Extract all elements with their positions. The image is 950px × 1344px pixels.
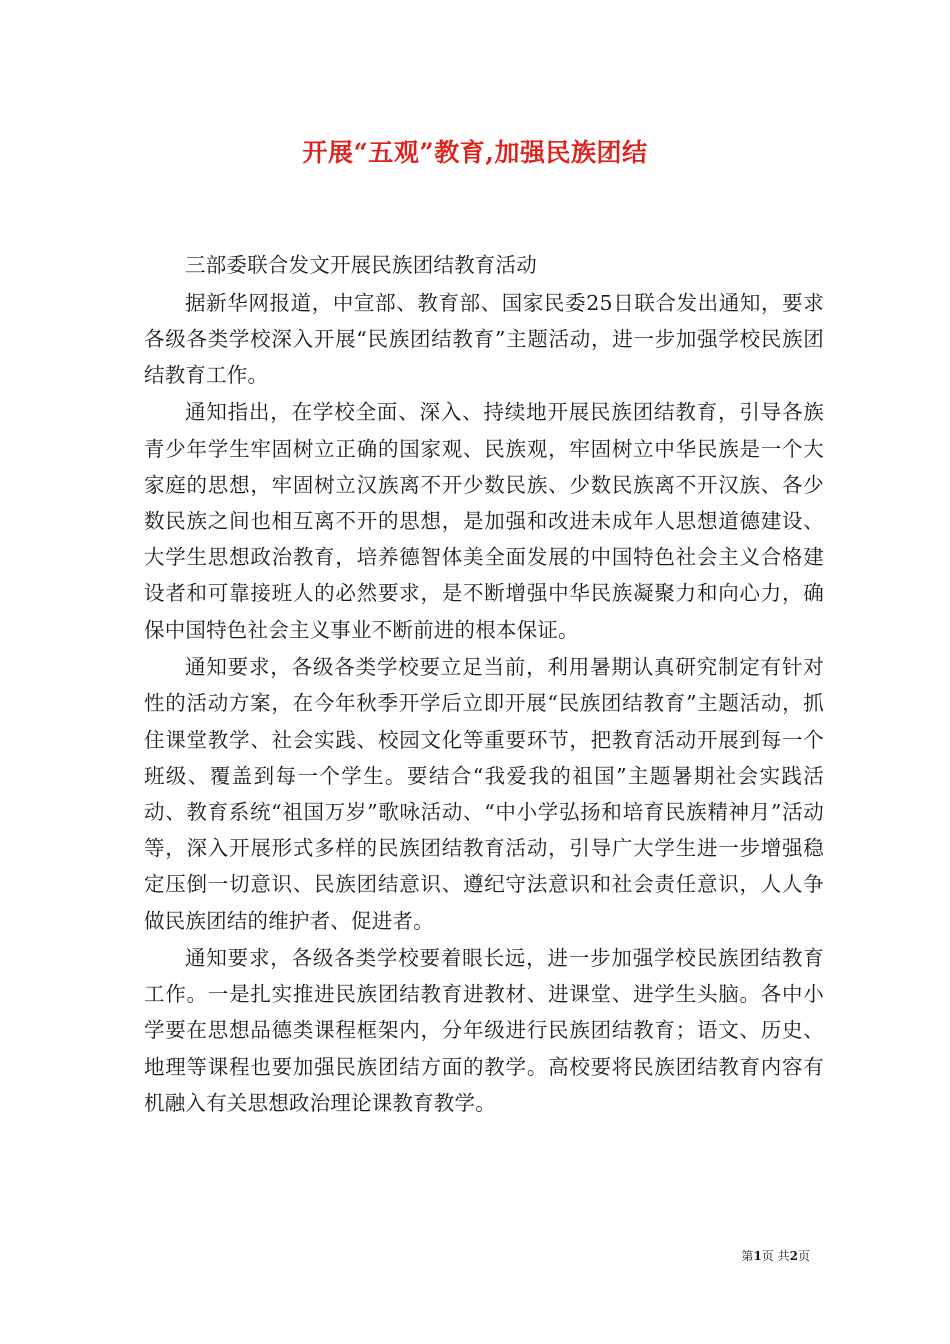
paragraph: 通知指出，在学校全面、深入、持续地开展民族团结教育，引导各族青少年学生牢固树立正确的国家观、民族观，牢固树立中华民族是一个大家庭的思想，牢固树立汉族离不开少数民族、少数民族离不开汉族、各少数民族之间也相互离不开的思想，是加强和改进未成年人思想道德建设、大学生思想政治教育，培养德智体美全面发展的中国特色社会主义合格建设者和可靠接班人的必然要求，是不断增强中华民族凝聚力和向心力，确保中国特色社会主义事业不断前进的根本保证。: [144, 400, 824, 642]
paragraph-subheading: 三部委联合发文开展民族团结教育活动: [185, 253, 537, 277]
total-pages-number: 2: [789, 1249, 798, 1263]
document-body: [144, 247, 824, 1121]
paragraph: 通知要求，各级各类学校要着眼长远，进一步加强学校民族团结教育工作。一是扎实推进民族团结教育进教材、进课堂、进学生头脑。各中小学要在思想品德类课程框架内，分年级进行民族团结教育；语文、历史、地理等课程也要加强民族团结方面的教学。高校要将民族团结教育内容有机融入有关思想政治理论课教育教学。: [144, 946, 824, 1115]
paragraph: 据新华网报道，中宣部、教育部、国家民委25日联合发出通知，要求各级各类学校深入开展“民族团结教育”主题活动，进一步加强学校民族团结教育工作。: [144, 290, 824, 387]
page-number-footer: [0, 1247, 810, 1264]
footer-prefix: 第: [741, 1249, 754, 1263]
footer-middle: 页 共: [761, 1249, 790, 1263]
current-page-number: 1: [753, 1249, 762, 1263]
paragraph: 通知要求，各级各类学校要立足当前，利用暑期认真研究制定有针对性的活动方案，在今年秋季开学后立即开展“民族团结教育”主题活动，抓住课堂教学、社会实践、校园文化等重要环节，把教育活动开展到每一个班级、覆盖到每一个学生。要结合“我爱我的祖国”主题暑期社会实践活动、教育系统“祖国万岁”歌咏活动、“中小学弘扬和培育民族精神月”活动等，深入开展形式多样的民族团结教育活动，引导广大学生进一步增强稳定压倒一切意识、民族团结意识、遵纪守法意识和社会责任意识，人人争做民族团结的维护者、促进者。: [144, 655, 824, 933]
footer-suffix: 页: [797, 1249, 810, 1263]
document-title: 开展“五观”教育,加强民族团结: [302, 138, 648, 167]
